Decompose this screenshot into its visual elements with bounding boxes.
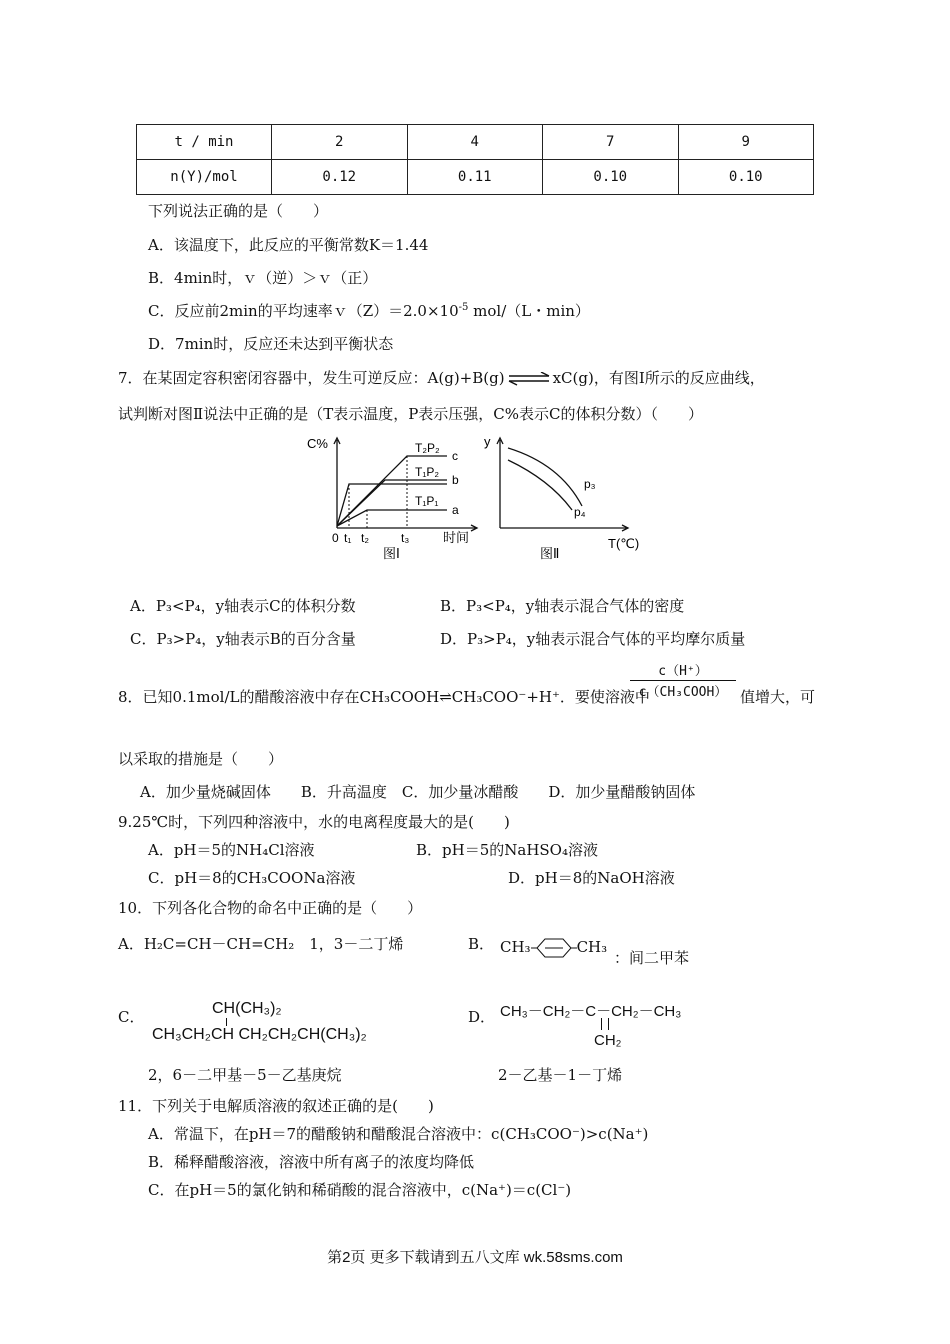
- q6-option-d: D．7min时，反应还未达到平衡状态: [148, 335, 394, 353]
- q8-denominator: c（CH₃COOH）: [630, 680, 736, 701]
- q9-option-a: A．pH＝5的NH₄Cl溶液: [148, 841, 315, 859]
- q7-line1-text: 7．在某固定容积密闭容器中，发生可逆反应：A(g)+B(g): [118, 369, 505, 387]
- q10-c-branch: CH(CH₃)₂: [212, 1000, 282, 1017]
- data-table: [136, 124, 814, 195]
- fig1-ylabel: C%: [307, 436, 328, 451]
- q10-d-double-bond: [601, 1018, 609, 1030]
- q10-option-b-name: ：间二甲苯: [614, 949, 690, 967]
- fig1-c: c: [452, 449, 458, 463]
- q10-stem: 10．下列各化合物的命名中正确的是（ ）: [118, 899, 423, 917]
- table-cell: 0.10: [678, 160, 814, 195]
- q9-stem: 9.25℃时，下列四种溶液中，水的电离程度最大的是( ): [118, 813, 510, 831]
- q8-options: A．加少量烧碱固体 B．升高温度 C．加少量冰醋酸 D．加少量醋酸钠固体: [140, 783, 696, 801]
- q10-b-left: CH₃: [500, 938, 531, 956]
- q11-option-a: A．常温下，在pH＝7的醋酸钠和醋酸混合溶液中：c(CH₃COO⁻)>c(Na⁺): [148, 1125, 649, 1143]
- table-cell: 0.10: [543, 160, 679, 195]
- table-row: [137, 125, 814, 160]
- fig1-b: b: [452, 473, 459, 487]
- fig2-ylabel: y: [484, 434, 491, 449]
- q10-c-bond: [226, 1018, 227, 1026]
- q9-option-c: C．pH＝8的CH₃COONa溶液: [148, 869, 356, 887]
- q7-line1-rest: xC(g)，有图Ⅰ所示的反应曲线，: [552, 369, 765, 387]
- table-cell: 7: [543, 125, 679, 160]
- fig1-label-c: T₂P₂: [415, 441, 440, 455]
- q10-option-b-label: B．: [468, 935, 495, 953]
- fig1-origin: 0: [332, 531, 339, 545]
- fig1-t2: t₂: [361, 531, 369, 545]
- q8-fraction: [630, 660, 736, 701]
- q6-option-a: A．该温度下，此反应的平衡常数K＝1.44: [148, 236, 429, 254]
- table-cell: 2: [272, 125, 408, 160]
- figure-2: [480, 430, 650, 560]
- table-cell: 4: [407, 125, 543, 160]
- table-row: [137, 160, 814, 195]
- q10-d-main: CH₃－CH₂－C－CH₂－CH₃: [500, 1003, 682, 1020]
- q10-option-d-label: D．: [468, 1008, 496, 1026]
- q10-d-bottom: CH₂: [594, 1032, 622, 1049]
- q10-option-a: A．H₂C=CH－CH=CH₂ 1，3－二丁烯: [118, 935, 404, 953]
- q10-option-c-name: 2，6－二甲基－5－乙基庚烷: [148, 1066, 342, 1084]
- fig2-curve-p3: [508, 448, 582, 506]
- figure-1: [305, 430, 485, 560]
- q7-option-d: D．P₃>P₄，y轴表示混合气体的平均摩尔质量: [440, 630, 746, 648]
- q11-option-b: B．稀释醋酸溶液，溶液中所有离子的浓度均降低: [148, 1153, 475, 1171]
- fig2-curve-p4: [508, 460, 572, 510]
- q7-option-b: B．P₃<P₄，y轴表示混合气体的密度: [440, 597, 685, 615]
- q6-option-c-text: C．反应前2min的平均速率ｖ（Z）＝2.0×10: [148, 302, 459, 320]
- q11-stem: 11．下列关于电解质溶液的叙述正确的是( ): [118, 1097, 434, 1115]
- q10-c-main: CH₃CH₂CH CH₂CH₂CH(CH₃)₂: [152, 1026, 367, 1043]
- q9-option-d: D．pH＝8的NaOH溶液: [508, 869, 675, 887]
- q9-option-b: B．pH＝5的NaHSO₄溶液: [416, 841, 598, 859]
- fig1-t3: t₃: [401, 531, 410, 545]
- table-cell: n(Y)/mol: [137, 160, 272, 195]
- q11-option-c: C．在pH＝5的氯化钠和稀硝酸的混合溶液中，c(Na⁺)＝c(Cl⁻): [148, 1181, 572, 1199]
- q8-line1-end: 值增大，可: [740, 688, 816, 706]
- fig2-xlabel: T(℃): [608, 536, 640, 551]
- fig1-a: a: [452, 503, 459, 517]
- fig1-curve-a: [337, 510, 447, 526]
- equilibrium-arrow-icon: [507, 372, 551, 386]
- q10-option-c-label: C．: [118, 1008, 145, 1026]
- fig2-caption: 图Ⅱ: [540, 546, 560, 560]
- q6-option-b: B．4min时，ｖ（逆）＞ｖ（正）: [148, 269, 378, 287]
- q10-option-d-name: 2－乙基－1－丁烯: [498, 1066, 623, 1084]
- table-cell: 0.12: [272, 160, 408, 195]
- fig2-p3: p₃: [584, 477, 596, 491]
- q6-option-c: [148, 300, 590, 321]
- q6-option-c-unit: mol/（L・min）: [468, 302, 590, 320]
- q6-stem: 下列说法正确的是（ ）: [148, 202, 329, 220]
- table-cell: 9: [678, 125, 814, 160]
- q8-numerator: c（H⁺）: [658, 664, 708, 679]
- q7-line1: [118, 367, 765, 388]
- q10-b-right: CH₃: [576, 938, 608, 956]
- q7-option-c: C．P₃>P₄，y轴表示B的百分含量: [130, 630, 356, 648]
- fig1-t1: t₁: [344, 531, 352, 545]
- q6-option-c-exponent: -5: [458, 302, 469, 313]
- q8-line2: 以采取的措施是（ ）: [118, 750, 284, 768]
- fig1-caption: 图Ⅰ: [383, 546, 400, 560]
- q7-line2: 试判断对图Ⅱ说法中正确的是（T表示温度，P表示压强，C%表示C的体积分数）（ ）: [118, 405, 704, 423]
- q10-option-b-structure: [500, 937, 607, 959]
- fig1-label-b: T₁P₂: [415, 465, 440, 479]
- page-footer: 第2页 更多下载请到五八文库 wk.58sms.com: [327, 1249, 623, 1266]
- table-cell: t / min: [137, 125, 272, 160]
- fig1-label-a: T₁P₁: [415, 494, 439, 508]
- benzene-ring-icon: [531, 937, 577, 959]
- fig2-p4: p₄: [574, 505, 586, 519]
- q8-line1: 8．已知0.1mol/L的醋酸溶液中存在CH₃COOH⇌CH₃COO⁻+H⁺．要使溶液中: [118, 688, 650, 706]
- q7-option-a: A．P₃<P₄，y轴表示C的体积分数: [130, 597, 356, 615]
- table-cell: 0.11: [407, 160, 543, 195]
- fig1-xlabel: 时间: [443, 530, 470, 545]
